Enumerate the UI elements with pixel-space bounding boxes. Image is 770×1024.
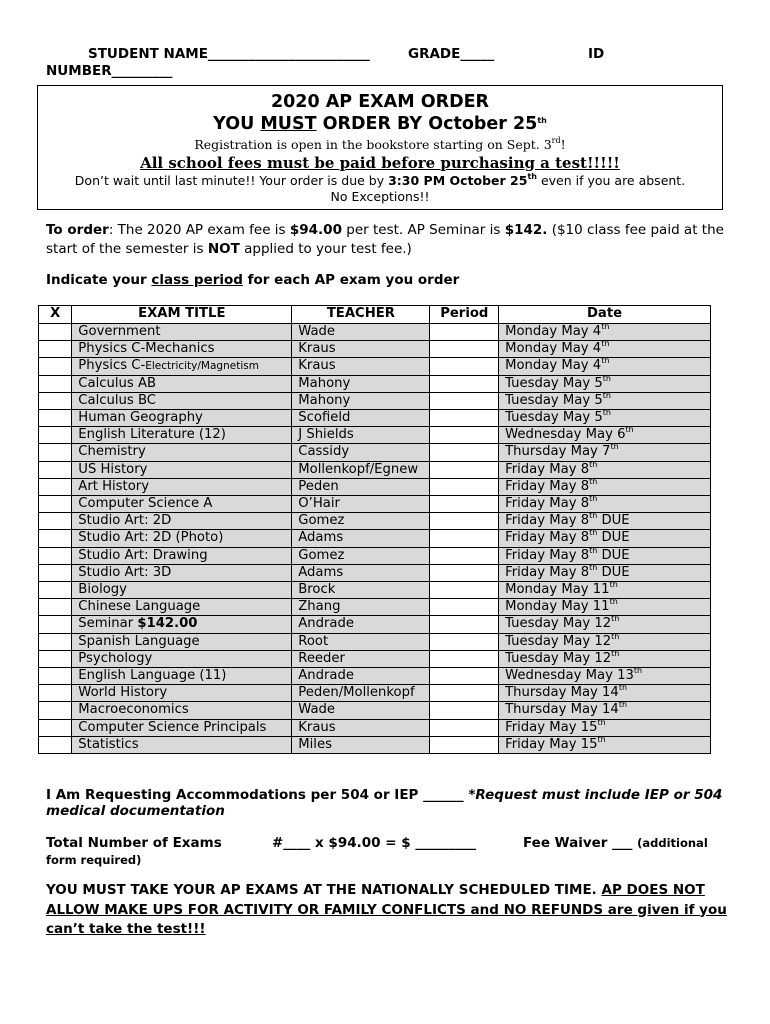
exam-title-cell: US History: [72, 461, 292, 478]
teacher-cell: Wade: [292, 324, 430, 341]
table-row: [39, 324, 711, 341]
teacher-cell: Adams: [292, 564, 430, 581]
table-row: [39, 668, 711, 685]
form-required-note: form required): [46, 853, 142, 867]
table-row: [39, 410, 711, 427]
period-input-cell[interactable]: [430, 582, 499, 599]
teacher-cell: Cassidy: [292, 444, 430, 461]
due-notice: Don’t wait until last minute!! Your order is due by 3:30 PM October 25th even if you are absent. No Exceptions!!: [74, 172, 686, 204]
select-checkbox-cell[interactable]: [39, 702, 72, 719]
date-cell: Friday May 8th: [499, 478, 711, 495]
date-cell: Thursday May 14th: [499, 702, 711, 719]
teacher-cell: O’Hair: [292, 496, 430, 513]
header-teacher: TEACHER: [292, 306, 430, 324]
exam-title-cell: Computer Science A: [72, 496, 292, 513]
exam-table: [38, 305, 711, 754]
teacher-cell: Peden/Mollenkopf: [292, 685, 430, 702]
period-input-cell[interactable]: [430, 564, 499, 581]
select-checkbox-cell[interactable]: [39, 358, 72, 375]
exam-title-cell: Biology: [72, 582, 292, 599]
table-row: [39, 547, 711, 564]
teacher-cell: Reeder: [292, 650, 430, 667]
period-input-cell[interactable]: [430, 719, 499, 736]
date-cell: Monday May 4th: [499, 341, 711, 358]
table-row: [39, 392, 711, 409]
select-checkbox-cell[interactable]: [39, 392, 72, 409]
exam-title-cell: Seminar $142.00: [72, 616, 292, 633]
period-input-cell[interactable]: [430, 599, 499, 616]
period-input-cell[interactable]: [430, 341, 499, 358]
table-row: [39, 564, 711, 581]
exam-title-cell: Government: [72, 324, 292, 341]
select-checkbox-cell[interactable]: [39, 668, 72, 685]
teacher-cell: Gomez: [292, 547, 430, 564]
period-input-cell[interactable]: [430, 461, 499, 478]
table-row: [39, 650, 711, 667]
header-date: Date: [499, 306, 711, 324]
table-row: [39, 633, 711, 650]
grade-field[interactable]: GRADE_____: [408, 46, 495, 62]
teacher-cell: Zhang: [292, 599, 430, 616]
exam-title-cell: Computer Science Principals: [72, 719, 292, 736]
select-checkbox-cell[interactable]: [39, 341, 72, 358]
period-input-cell[interactable]: [430, 736, 499, 753]
accommodations-line: I Am Requesting Accommodations per 504 or IEP ______ *Request must include IEP or 504 medical documentation: [46, 787, 723, 819]
date-cell: Tuesday May 12th: [499, 616, 711, 633]
order-instructions: To order: The 2020 AP exam fee is $94.00 per test. AP Seminar is $142. ($10 class fee paid at the start of the semester is NOT applied to your test fee.): [46, 222, 724, 257]
exam-title-cell: Psychology: [72, 650, 292, 667]
select-checkbox-cell[interactable]: [39, 719, 72, 736]
table-row: [39, 616, 711, 633]
exam-title-cell: Chinese Language: [72, 599, 292, 616]
teacher-cell: Gomez: [292, 513, 430, 530]
header-period: Period: [430, 306, 499, 324]
date-cell: Wednesday May 6th: [499, 427, 711, 444]
table-row: [39, 582, 711, 599]
period-input-cell[interactable]: [430, 427, 499, 444]
date-cell: Tuesday May 12th: [499, 633, 711, 650]
form-title: 2020 AP EXAM ORDER: [270, 92, 490, 112]
select-checkbox-cell[interactable]: [39, 410, 72, 427]
date-cell: Thursday May 7th: [499, 444, 711, 461]
teacher-cell: Peden: [292, 478, 430, 495]
table-row: [39, 341, 711, 358]
period-input-cell[interactable]: [430, 358, 499, 375]
table-row: [39, 513, 711, 530]
select-checkbox-cell[interactable]: [39, 599, 72, 616]
period-input-cell[interactable]: [430, 685, 499, 702]
date-cell: Tuesday May 12th: [499, 650, 711, 667]
date-cell: Friday May 15th: [499, 719, 711, 736]
teacher-cell: Scofield: [292, 410, 430, 427]
period-input-cell[interactable]: [430, 547, 499, 564]
select-checkbox-cell[interactable]: [39, 616, 72, 633]
date-cell: Monday May 11th: [499, 582, 711, 599]
select-checkbox-cell[interactable]: [39, 513, 72, 530]
date-cell: Wednesday May 13th: [499, 668, 711, 685]
date-cell: Friday May 8th DUE: [499, 513, 711, 530]
period-input-cell[interactable]: [430, 478, 499, 495]
table-row: [39, 444, 711, 461]
period-input-cell[interactable]: [430, 650, 499, 667]
exam-title-cell: Spanish Language: [72, 633, 292, 650]
select-checkbox-cell[interactable]: [39, 685, 72, 702]
select-checkbox-cell[interactable]: [39, 427, 72, 444]
teacher-cell: Miles: [292, 736, 430, 753]
indicate-instruction: Indicate your class period for each AP exam you order: [46, 272, 460, 288]
date-cell: Friday May 8th DUE: [499, 530, 711, 547]
period-input-cell[interactable]: [430, 633, 499, 650]
select-checkbox-cell[interactable]: [39, 444, 72, 461]
exam-title-cell: Human Geography: [72, 410, 292, 427]
exam-title-cell: English Language (11): [72, 668, 292, 685]
teacher-cell: Kraus: [292, 719, 430, 736]
exam-title-cell: Chemistry: [72, 444, 292, 461]
deadline-heading: YOU MUST ORDER BY October 25th: [213, 114, 547, 134]
fee-waiver[interactable]: Fee Waiver ___ (additional: [523, 835, 708, 851]
table-row: [39, 719, 711, 736]
header-exam-title: EXAM TITLE: [72, 306, 292, 324]
date-cell: Monday May 4th: [499, 324, 711, 341]
date-cell: Thursday May 14th: [499, 685, 711, 702]
teacher-cell: Andrade: [292, 616, 430, 633]
total-calculation[interactable]: #____ x $94.00 = $ _________: [272, 835, 477, 851]
table-row: [39, 685, 711, 702]
teacher-cell: Mollenkopf/Egnew: [292, 461, 430, 478]
date-cell: Friday May 8th DUE: [499, 547, 711, 564]
table-row: [39, 496, 711, 513]
student-name-field[interactable]: STUDENT NAME________________________: [88, 46, 370, 62]
exam-title-cell: English Literature (12): [72, 427, 292, 444]
exam-title-cell: Calculus AB: [72, 375, 292, 392]
teacher-cell: Mahony: [292, 392, 430, 409]
teacher-cell: Brock: [292, 582, 430, 599]
exam-title-cell: Art History: [72, 478, 292, 495]
total-line: [46, 835, 736, 868]
exam-title-cell: Physics C-Electricity/Magnetism: [72, 358, 292, 375]
period-input-cell[interactable]: [430, 530, 499, 547]
select-checkbox-cell[interactable]: [39, 496, 72, 513]
date-cell: Tuesday May 5th: [499, 410, 711, 427]
exam-title-cell: Studio Art: 2D (Photo): [72, 530, 292, 547]
select-checkbox-cell[interactable]: [39, 633, 72, 650]
select-checkbox-cell[interactable]: [39, 478, 72, 495]
teacher-cell: J Shields: [292, 427, 430, 444]
table-row: [39, 375, 711, 392]
period-input-cell[interactable]: [430, 668, 499, 685]
date-cell: Friday May 15th: [499, 736, 711, 753]
schedule-warning: YOU MUST TAKE YOUR AP EXAMS AT THE NATIONALLY SCHEDULED TIME. AP DOES NOT ALLOW MAKE UPS FOR ACTIVITY OR FAMILY CONFLICTS and NO REFUNDS are given if you can’t take the test!!!: [46, 882, 727, 937]
teacher-cell: Kraus: [292, 358, 430, 375]
select-checkbox-cell[interactable]: [39, 564, 72, 581]
exam-title-cell: Statistics: [72, 736, 292, 753]
exam-title-cell: Studio Art: Drawing: [72, 547, 292, 564]
date-cell: Tuesday May 5th: [499, 392, 711, 409]
select-checkbox-cell[interactable]: [39, 650, 72, 667]
date-cell: Monday May 11th: [499, 599, 711, 616]
table-row: [39, 702, 711, 719]
teacher-cell: Mahony: [292, 375, 430, 392]
select-checkbox-cell[interactable]: [39, 461, 72, 478]
select-checkbox-cell[interactable]: [39, 547, 72, 564]
period-input-cell[interactable]: [430, 392, 499, 409]
table-row: [39, 599, 711, 616]
header-x: X: [39, 306, 72, 324]
teacher-cell: Root: [292, 633, 430, 650]
date-cell: Friday May 8th: [499, 461, 711, 478]
date-cell: Monday May 4th: [499, 358, 711, 375]
teacher-cell: Adams: [292, 530, 430, 547]
table-row: [39, 358, 711, 375]
select-checkbox-cell[interactable]: [39, 530, 72, 547]
date-cell: Tuesday May 5th: [499, 375, 711, 392]
select-checkbox-cell[interactable]: [39, 736, 72, 753]
date-cell: Friday May 8th: [499, 496, 711, 513]
exam-title-cell: Studio Art: 3D: [72, 564, 292, 581]
teacher-cell: Wade: [292, 702, 430, 719]
table-row: [39, 461, 711, 478]
date-cell: Friday May 8th DUE: [499, 564, 711, 581]
id-label: ID: [588, 46, 605, 62]
period-input-cell[interactable]: [430, 616, 499, 633]
registration-note: Registration is open in the bookstore starting on Sept. 3rd!: [194, 136, 566, 152]
exam-title-cell: Macroeconomics: [72, 702, 292, 719]
period-input-cell[interactable]: [430, 324, 499, 341]
table-row: [39, 530, 711, 547]
order-deadline-box: [37, 85, 723, 210]
exam-title-cell: Studio Art: 2D: [72, 513, 292, 530]
table-row: [39, 478, 711, 495]
select-checkbox-cell[interactable]: [39, 375, 72, 392]
period-input-cell[interactable]: [430, 702, 499, 719]
period-input-cell[interactable]: [430, 496, 499, 513]
teacher-cell: Kraus: [292, 341, 430, 358]
period-input-cell[interactable]: [430, 444, 499, 461]
exam-title-cell: Physics C-Mechanics: [72, 341, 292, 358]
table-row: [39, 427, 711, 444]
exam-title-cell: Calculus BC: [72, 392, 292, 409]
select-checkbox-cell[interactable]: [39, 324, 72, 341]
period-input-cell[interactable]: [430, 513, 499, 530]
teacher-cell: Andrade: [292, 668, 430, 685]
student-header: [46, 46, 736, 80]
table-row: [39, 736, 711, 753]
exam-title-cell: World History: [72, 685, 292, 702]
fees-notice: All school fees must be paid before purchasing a test!!!!!: [140, 154, 620, 172]
total-label: Total Number of Exams: [46, 835, 222, 851]
exam-table-header: [39, 306, 711, 324]
id-number-field[interactable]: NUMBER_________: [46, 63, 173, 79]
period-input-cell[interactable]: [430, 410, 499, 427]
select-checkbox-cell[interactable]: [39, 582, 72, 599]
period-input-cell[interactable]: [430, 375, 499, 392]
